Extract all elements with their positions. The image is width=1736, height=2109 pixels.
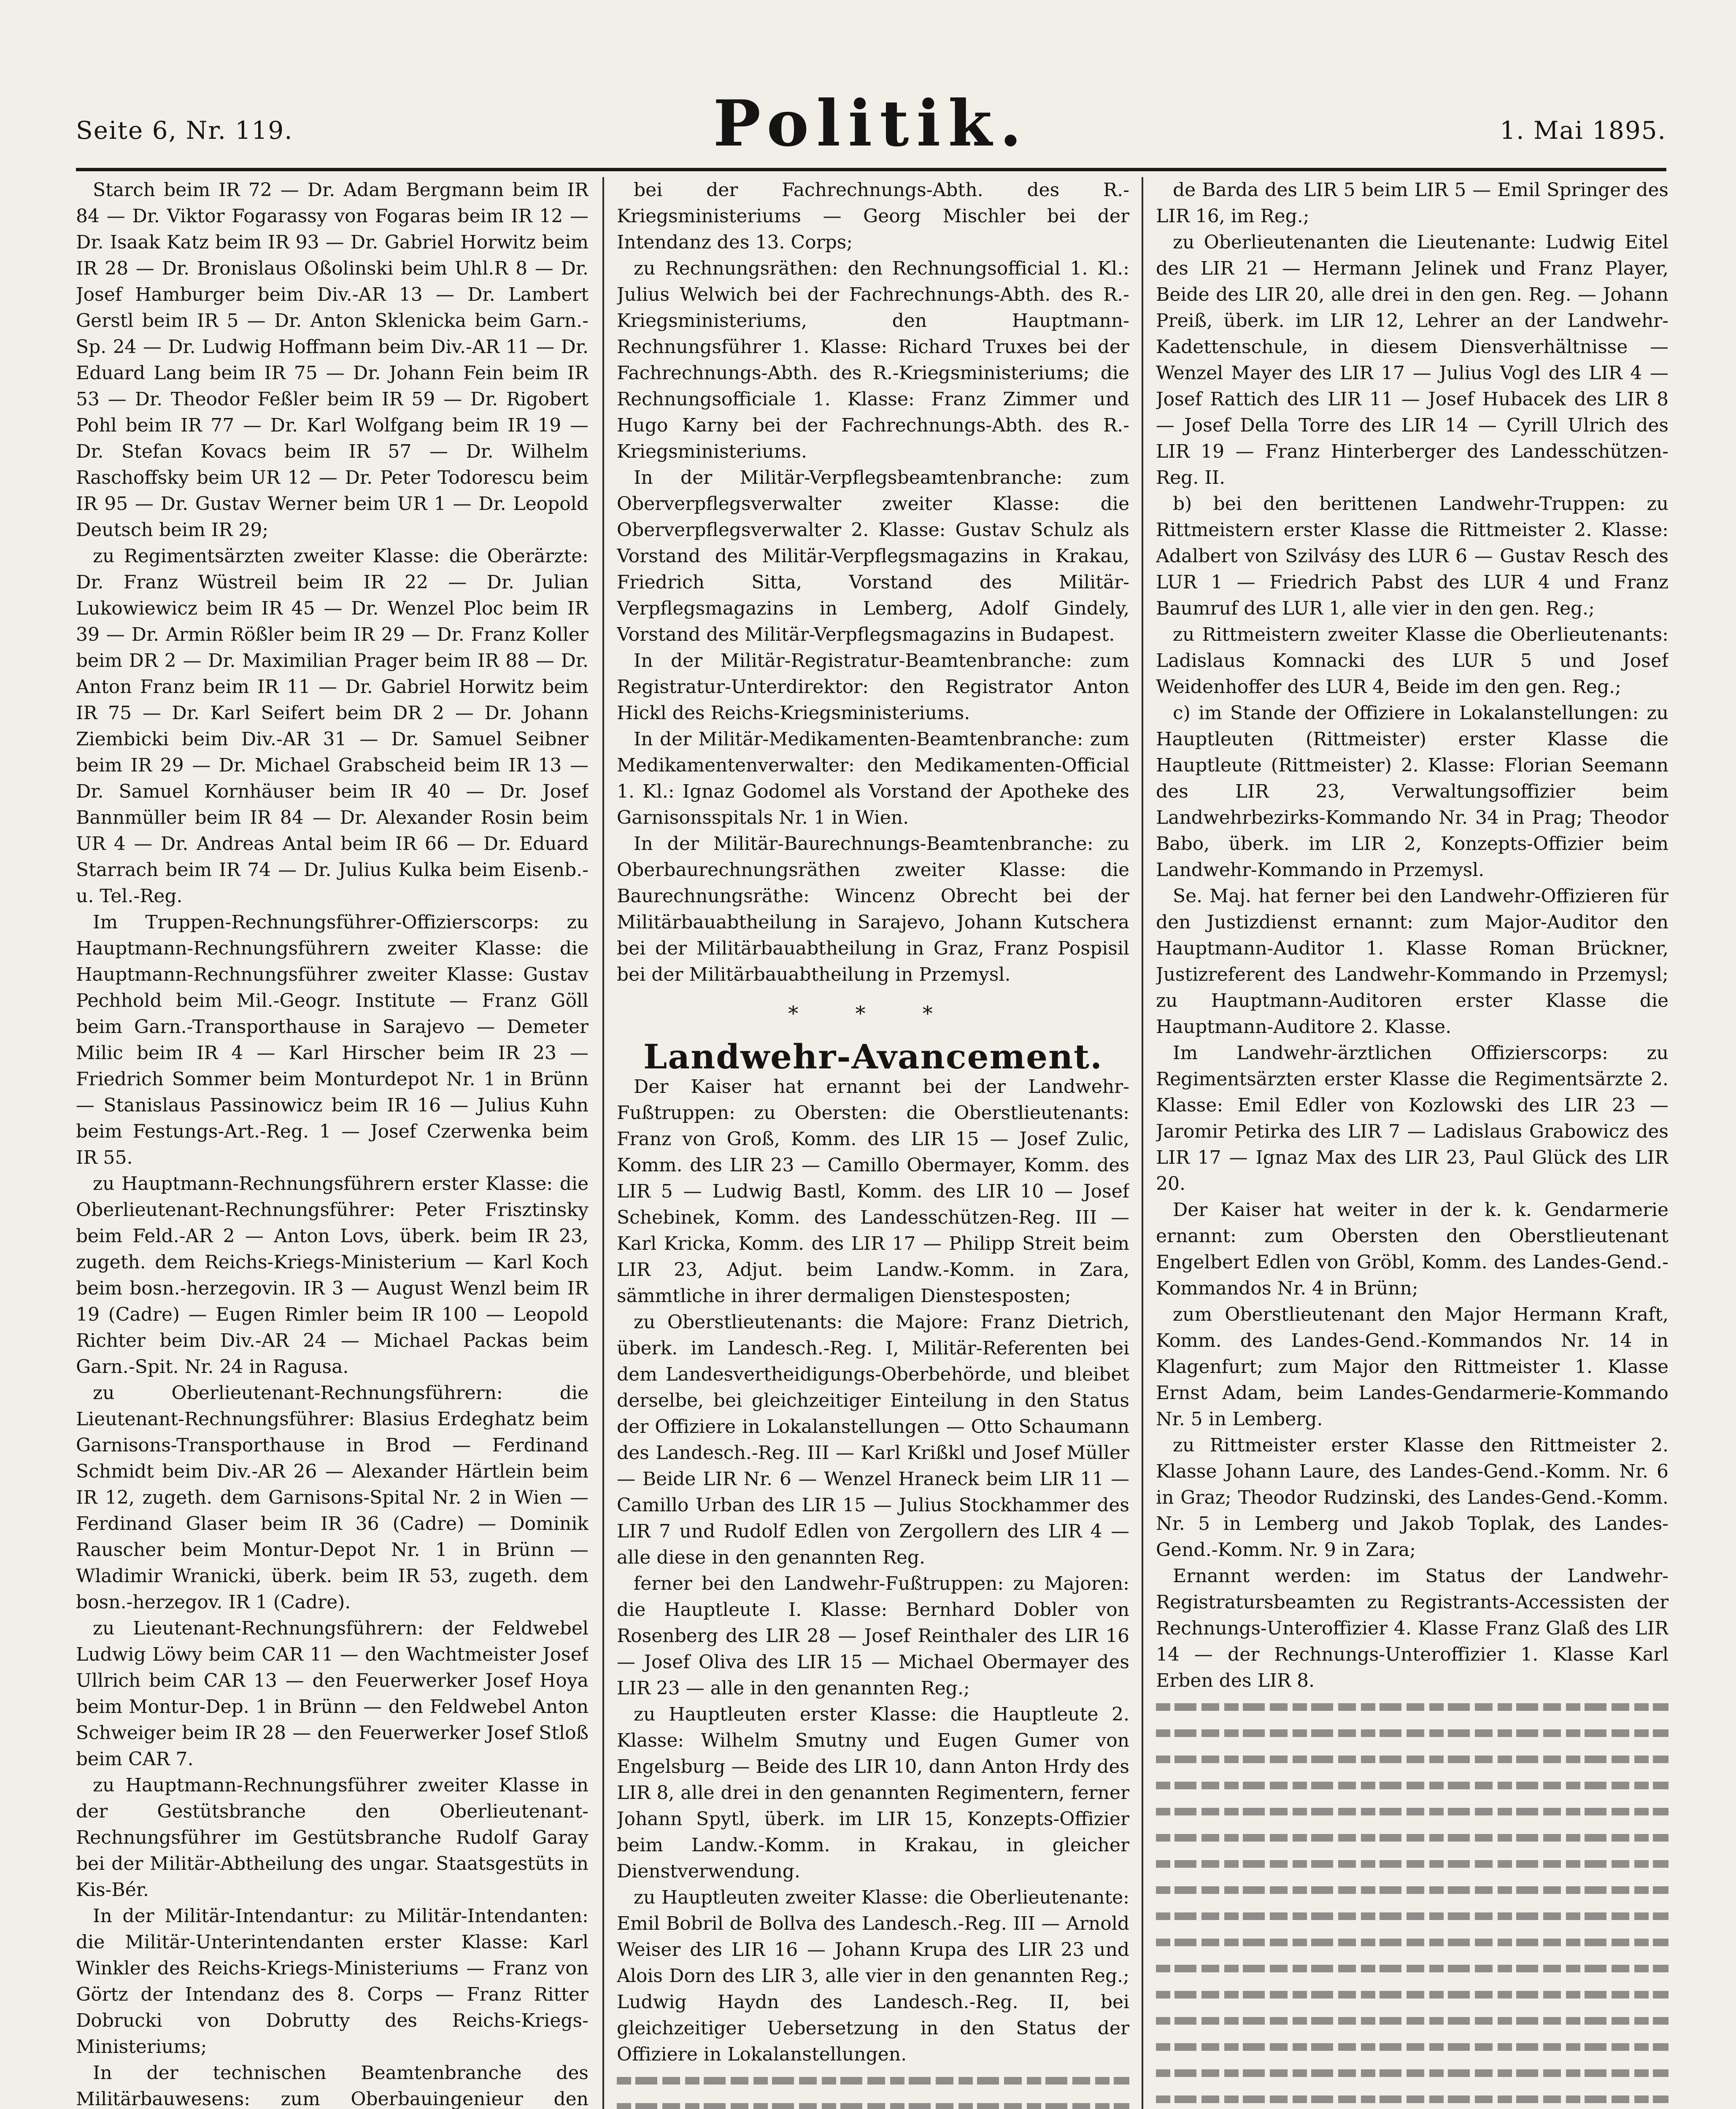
article-title: Landwehr-Avancement. [643,1037,1103,1076]
column-3 [1156,177,1669,2109]
paragraph: Ernannt werden: im Status der Landwehr-Registratursbeamten zu Registrants-Accessisten der Rechnungs-Unteroffizier 4. Klasse Franz Glaß des LIR 14 — der Rechnungs-Unteroffizier 1. Klasse Karl Erben des LIR 8. [1156,1565,1669,1691]
paragraph: zu Regimentsärzten zweiter Klasse: die Oberärzte: Dr. Franz Wüstreil beim IR 22 — Dr. Julian Lukowiewicz beim IR 45 — Dr. Wenzel Ploc beim IR 39 — Dr. Armin Rößler beim IR 29 — Dr. Franz Koller beim DR 2 — Dr. Maximilian Prager beim IR 88 — Dr. Anton Franz beim IR 11 — Dr. Gabriel Horwitz beim IR 75 — Dr. Karl Seifert beim DR 2 — Dr. Johann Ziembicki beim Div.-AR 31 — Dr. Samuel Seibner beim IR 29 — Dr. Michael Grabscheid beim IR 13 — Dr. Samuel Kornhäuser beim IR 40 — Dr. Josef Bannmüller beim IR 84 — Dr. Alexander Rosin beim UR 4 — Dr. Andreas Antal beim IR 66 — Dr. Eduard Starrach beim IR 74 — Dr. Julius Kulka beim Eisenb.- u. Tel.-Reg. [76,545,589,907]
page-header [76,82,1666,167]
paragraph: In der technischen Beamtenbranche des Militärbauwesens: zum Oberbauingenieur den [76,2062,589,2109]
column-divider [1142,177,1143,2109]
paragraph: zu Rittmeistern zweiter Klasse die Oberlieutenants: Ladislaus Komnacki des LUR 5 und Josef Weidenhoffer des LUR 4, Beide im den gen. Reg.; [1156,624,1669,698]
paragraph: In der Militär-Medikamenten-Beamtenbranche: zum Medikamentenverwalter: den Medikamenten-Official 1. Kl.: Ignaz Godomel als Vorstand der Apotheke des Garnisonsspitals Nr. 1 in Wien. [617,728,1129,828]
page-number: Seite 6, Nr. 119. [76,116,293,145]
paragraph: Starch beim IR 72 — Dr. Adam Bergmann beim IR 84 — Dr. Viktor Fogarassy von Fogaras beim IR 12 — Dr. Isaak Katz beim IR 93 — Dr. Gabriel Horwitz beim IR 28 — Dr. Bronislaus Oßolinski beim Uhl.R 8 — Dr. Josef Hamburger beim Div.-AR 13 — Dr. Lambert Gerstl beim IR 5 — Dr. Anton Sklenicka beim Garn.-Sp. 24 — Dr. Ludwig Hoffmann beim Div.-AR 11 — Dr. Eduard Lang beim IR 75 — Dr. Johann Fein beim IR 53 — Dr. Theodor Feßler beim IR 59 — Dr. Rigobert Pohl beim IR 77 — Dr. Karl Wolfgang beim IR 19 — Dr. Stefan Kovacs beim IR 57 — Dr. Wilhelm Raschoffsky beim UR 12 — Dr. Peter Todorescu beim IR 95 — Dr. Gustav Werner beim UR 1 — Dr. Leopold Deutsch beim IR 29; [76,179,589,541]
section-stars: * * * [788,1002,958,1025]
paragraph: bei der Fachrechnungs-Abth. des R.-Kriegsministeriums — Georg Mischler bei der Intendanz des 13. Corps; [617,179,1129,253]
column-divider [602,177,604,2109]
paragraph: In der Militär-Registratur-Beamtenbranche: zum Registratur-Unterdirektor: den Registrator Anton Hickl des Reichs-Kriegsministeriums. [617,650,1129,724]
paragraph: zu Lieutenant-Rechnungsführern: der Feldwebel Ludwig Löwy beim CAR 11 — den Wachtmeister Josef Ullrich beim CAR 13 — den Feuerwerker Josef Hoya beim Montur-Dep. 1 in Brünn — den Feldwebel Anton Schweiger beim IR 28 — den Feuerwerker Josef Stloß beim CAR 7. [76,1618,589,1770]
paragraph: zu Hauptleuten erster Klasse: die Hauptleute 2. Klasse: Wilhelm Smutny und Eugen Gumer von Engelsburg — Beide des LIR 10, dann Anton Hrdy des LIR 8, alle drei in den genannten Regimentern, ferner Johann Spytl, überk. im LIR 15, Konzepts-Offizier beim Landw.-Komm. in Krakau, in gleicher Dienstverwendung. [617,1704,1129,1882]
paragraph: Im Landwehr-ärztlichen Offizierscorps: zu Regimentsärzten erster Klasse die Regimentsärzte 2. Klasse: Emil Edler von Kozlowski des LIR 23 — Jaromir Petirka des LIR 7 — Ladislaus Grabowicz des LIR 17 — Ignaz Max des LIR 23, Paul Glück des LIR 20. [1156,1042,1669,1195]
paragraph: zu Hauptleuten zweiter Klasse: die Oberlieutenante: Emil Bobril de Bollva des Landesch.-Reg. III — Arnold Weiser des LIR 16 — Johann Krupa des LIR 23 und Alois Dorn des LIR 3, alle vier in den genannten Reg.; Ludwig Haydn des Landesch.-Reg. II, bei gleichzeitiger Uebersetzung in den Status der Offiziere in Lokalanstellungen. [617,1887,1129,2065]
paragraph: In der Militär-Baurechnungs-Beamtenbranche: zu Oberbaurechnungsräthen zweiter Klasse: die Baurechnungsräthe: Wincenz Obrecht bei der Militärbauabtheilung in Sarajevo, Johann Kutschera bei der Militärbauabtheilung in Graz, Franz Pospisil bei der Militärbauabtheilung in Przemysl. [617,833,1129,985]
paragraph: ferner bei den Landwehr-Fußtruppen: zu Majoren: die Hauptleute I. Klasse: Bernhard Dobler von Rosenberg des LIR 28 — Josef Reinthaler des LIR 16 — Josef Oliva des LIR 15 — Michael Obermayer des LIR 23 — alle in den genannten Reg.; [617,1573,1129,1699]
paragraph: zum Oberstlieutenant den Major Hermann Kraft, Komm. des Landes-Gend.-Kommandos Nr. 14 in Klagenfurt; zum Major den Rittmeister 1. Klasse Ernst Adam, beim Landes-Gendarmerie-Kommando Nr. 5 in Lemberg. [1156,1304,1669,1430]
paragraph: Der Kaiser hat weiter in der k. k. Gendarmerie ernannt: zum Obersten den Oberstlieutenant Engelbert Edlen von Gröbl, Komm. des Landes-Gend.-Kommandos Nr. 4 in Brünn; [1156,1199,1669,1299]
paragraph: b) bei den berittenen Landwehr-Truppen: zu Rittmeistern erster Klasse die Rittmeister 2. Klasse: Adalbert von Szilvásy des LUR 6 — Gustav Resch des LUR 1 — Friedrich Pabst des LUR 4 und Franz Baumruf des LUR 1, alle vier in den gen. Reg.; [1156,493,1669,619]
paragraph: Se. Maj. hat ferner bei den Landwehr-Offizieren für den Justizdienst ernannt: zum Major-Auditor den Hauptmann-Auditor 1. Klasse Roman Brückner, Justizreferent des Landwehr-Kommando in Przemysl; zu Hauptmann-Auditoren erster Klasse die Hauptmann-Auditore 2. Klasse. [1156,885,1669,1038]
paragraph: Im Truppen-Rechnungsführer-Offizierscorps: zu Hauptmann-Rechnungsführern zweiter Klasse: die Hauptmann-Rechnungsführer zweiter Klasse: Gustav Pechhold beim Mil.-Geogr. Institute — Franz Göll beim Garn.-Transporthause in Sarajevo — Demeter Milic beim IR 4 — Karl Hirscher beim IR 23 — Friedrich Sommer beim Monturdepot Nr. 1 in Brünn — Stanislaus Passinowicz beim IR 16 — Julius Kuhn beim Festungs-Art.-Reg. 1 — Josef Czerwenka beim IR 55. [76,912,589,1168]
column-1 [76,177,589,2109]
paragraph: de Barda des LIR 5 beim LIR 5 — Emil Springer des LIR 16, im Reg.; [1156,179,1669,227]
text-continuation [1156,1694,1669,2109]
paragraph: zu Rittmeister erster Klasse den Rittmeister 2. Klasse Johann Laure, des Landes-Gend.-Komm. Nr. 6 in Graz; Theodor Rudzinski, des Landes-Gend.-Komm. Nr. 5 in Lemberg und Jakob Toplak, des Landes-Gend.-Komm. Nr. 9 in Zara; [1156,1435,1669,1561]
paragraph: zu Rechnungsräthen: den Rechnungsofficial 1. Kl.: Julius Welwich bei der Fachrechnungs-Abth. des R.-Kriegsministeriums, den Hauptmann-Rechnungsführer 1. Klasse: Richard Truxes bei der Fachrechnungs-Abth. des R.-Kriegsministeriums; die Rechnungsofficiale 1. Klasse: Franz Zimmer und Hugo Karny bei der Fachrechnungs-Abth. des R.-Kriegsministeriums. [617,258,1129,462]
paragraph: In der Militär-Verpflegsbeamtenbranche: zum Oberverpflegsverwalter zweiter Klasse: die Oberverpflegsverwalter 2. Klasse: Gustav Schulz als Vorstand des Militär-Verpflegsmagazins in Krakau, Friedrich Sitta, Vorstand des Militär-Verpflegsmagazins in Lemberg, Adolf Gindely, Vorstand des Militär-Verpflegsmagazins in Budapest. [617,467,1129,645]
issue-date: 1. Mai 1895. [1500,116,1666,145]
paragraph: In der Militär-Intendantur: zu Militär-Intendanten: die Militär-Unterintendanten erster Klasse: Karl Winkler des Reichs-Kriegs-Ministeriums — Franz von Görtz der Intendanz des 8. Corps — Franz Ritter Dobrucki von Dobrutty des Reichs-Kriegs-Ministeriums; [76,1905,589,2058]
column-2 [617,177,1129,2109]
paragraph: zu Hauptmann-Rechnungsführern erster Klasse: die Oberlieutenant-Rechnungsführer: Peter Frisztinsky beim Feld.-AR 2 — Anton Lovs, überk. beim IR 23, zugeth. dem Reichs-Kriegs-Ministerium — Karl Koch beim bosn.-herzegovin. IR 3 — August Wenzl beim IR 19 (Cadre) — Eugen Rimler beim IR 100 — Leopold Richter beim Div.-AR 24 — Michael Packas beim Garn.-Spit. Nr. 24 in Ragusa. [76,1173,589,1378]
section-title: Politik. [713,86,1029,161]
paragraph: zu Hauptmann-Rechnungsführer zweiter Klasse in der Gestütsbranche den Oberlieutenant-Rechnungsführer im Gestütsbranche Rudolf Garay bei der Militär-Abtheilung des ungar. Staatsgestüts in Kis-Bér. [76,1775,589,1901]
header-rule [76,168,1666,171]
paragraph: zu Oberlieutenant-Rechnungsführern: die Lieutenant-Rechnungsführer: Blasius Erdeghatz beim Garnisons-Transporthause in Brod — Ferdinand Schmidt beim Div.-AR 26 — Alexander Härtlein beim IR 12, zugeth. dem Garnisons-Spital Nr. 2 in Wien — Ferdinand Glaser beim IR 36 (Cadre) — Dominik Rauscher beim Montur-Depot Nr. 1 in Brünn — Wladimir Wranicki, überk. beim IR 53, zugeth. dem bosn.-herzegov. IR 1 (Cadre). [76,1382,589,1613]
paragraph: Der Kaiser hat ernannt bei der Landwehr-Fußtruppen: zu Obersten: die Oberstlieutenants: Franz von Groß, Komm. des LIR 15 — Josef Zulic, Komm. des LIR 23 — Camillo Obermayer, Komm. des LIR 5 — Ludwig Bastl, Komm. des LIR 10 — Josef Schebinek, Komm. des Landesschützen-Reg. III — Karl Kricka, Komm. des LIR 17 — Philipp Streit beim LIR 23, Adjut. beim Landw.-Komm. in Zara, sämmtliche in ihrer dermaligen Dienstesposten; [617,1076,1129,1307]
paragraph: zu Oberstlieutenants: die Majore: Franz Dietrich, überk. im Landesch.-Reg. I, Militär-Referenten bei dem Landesvertheidigungs-Oberbehörde, und bleibet derselbe, bei gleichzeitiger Einteilung in den Status der Offiziere in Lokalanstellungen — Otto Schaumann des Landesch.-Reg. III — Karl Krißkl und Josef Müller — Beide LIR Nr. 6 — Wenzel Hraneck beim LIR 11 — Camillo Urban des LIR 15 — Julius Stockhammer des LIR 7 und Rudolf Edlen von Zergollern des LIR 4 — alle diese in den genannten Reg. [617,1311,1129,1568]
text-continuation [617,2068,1129,2109]
paragraph: zu Oberlieutenanten die Lieutenante: Ludwig Eitel des LIR 21 — Hermann Jelinek und Franz Player, Beide des LIR 20, alle drei in den gen. Reg. — Johann Preiß, überk. im LIR 12, Lehrer an der Landwehr-Kadettenschule, in diesem Diensverhältnisse — Wenzel Mayer des LIR 17 — Julius Vogl des LIR 4 — Josef Rattich des LIR 11 — Josef Hubacek des LIR 8 — Josef Della Torre des LIR 14 — Cyrill Ulrich des LIR 19 — Franz Hinterberger des Landesschützen-Reg. II. [1156,232,1669,488]
paragraph: c) im Stande der Offiziere in Lokalanstellungen: zu Hauptleuten (Rittmeister) erster Klasse die Hauptleute (Rittmeister) 2. Klasse: Florian Seemann des LIR 23, Verwaltungsoffizier beim Landwehrbezirks-Kommando Nr. 34 in Prag; Theodor Babo, überk. im LIR 2, Konzepts-Offizier beim Landwehr-Kommando in Przemysl. [1156,702,1669,881]
